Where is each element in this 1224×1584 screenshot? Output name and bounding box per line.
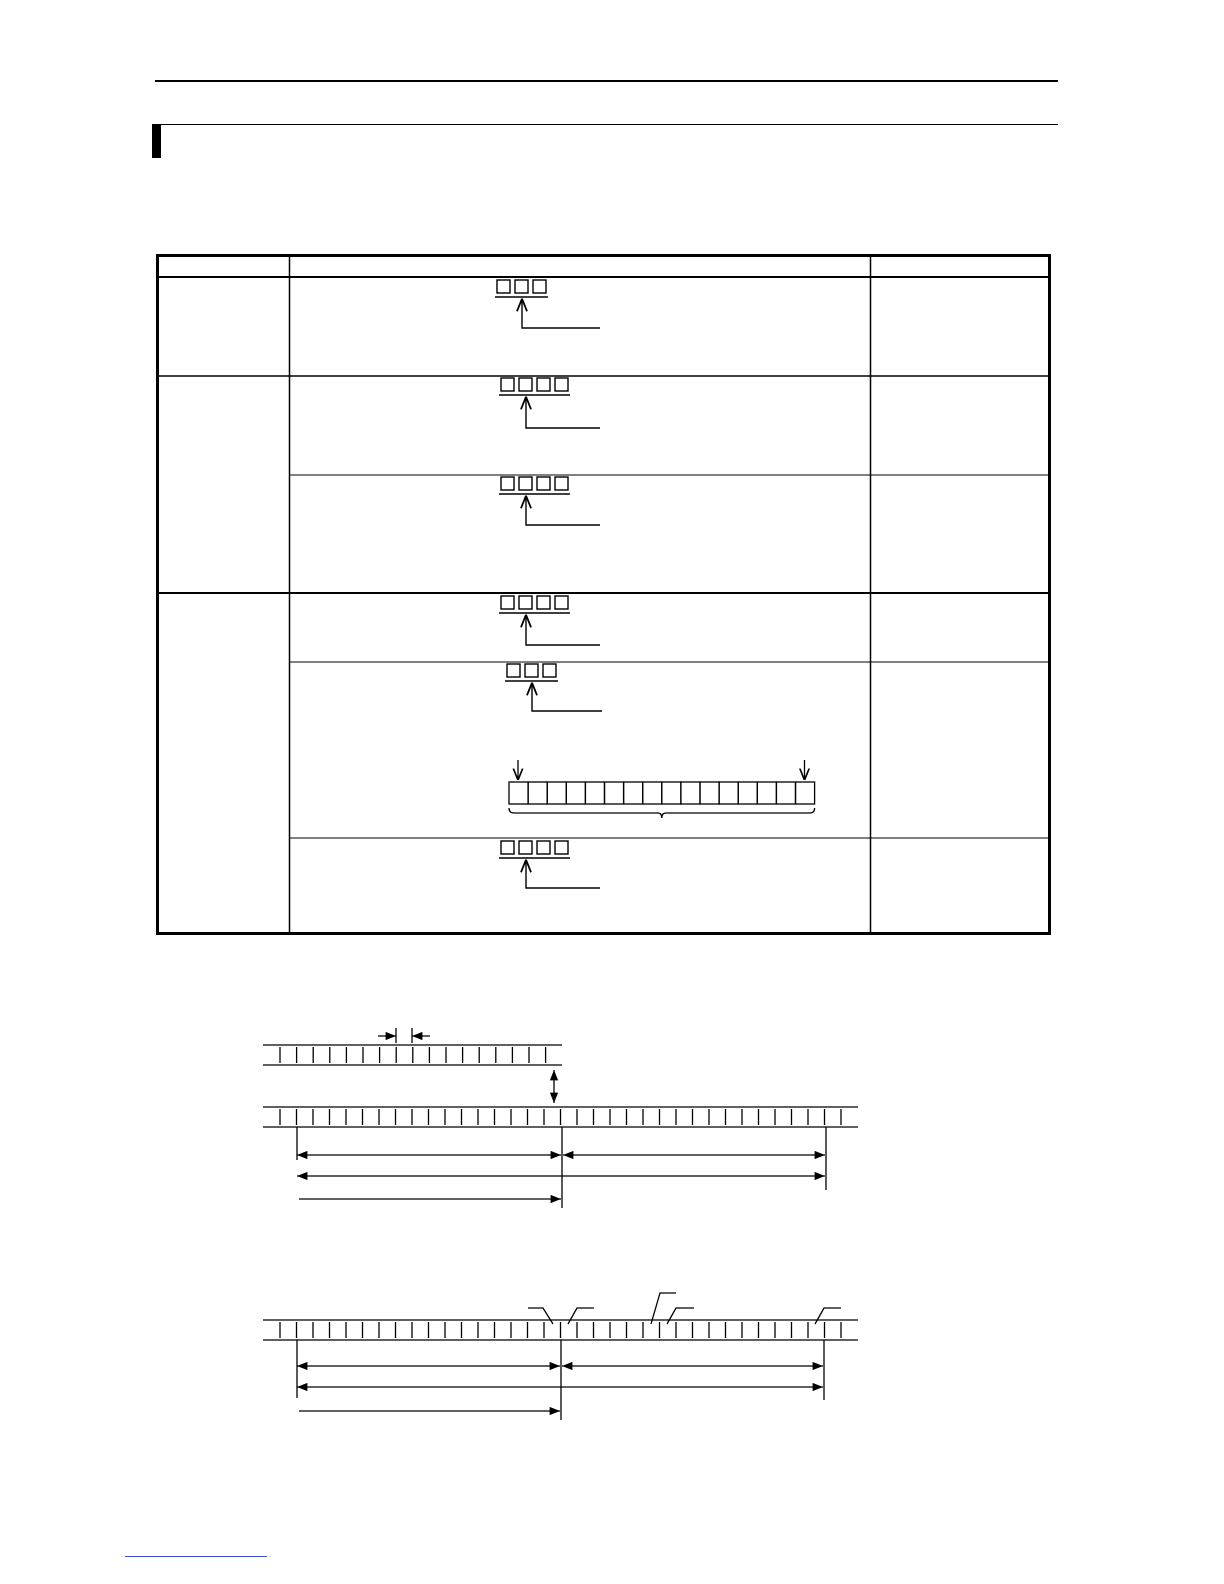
timing-track-single bbox=[263, 1320, 858, 1340]
box-glyph-group bbox=[495, 280, 600, 328]
register-brace bbox=[509, 808, 815, 818]
register-cell bbox=[528, 782, 547, 804]
register-cell bbox=[509, 782, 528, 804]
leader-arrow bbox=[532, 684, 602, 711]
digit-box bbox=[519, 841, 532, 854]
callout-leader bbox=[667, 1308, 694, 1324]
register-cell bbox=[643, 782, 662, 804]
parameter-table bbox=[157, 256, 1050, 934]
digit-box bbox=[537, 477, 550, 490]
leader-arrow bbox=[522, 300, 600, 328]
digit-box bbox=[515, 280, 528, 293]
box-glyph-group bbox=[499, 378, 600, 428]
leader-arrow bbox=[526, 861, 600, 888]
digit-box bbox=[519, 378, 532, 391]
leader-arrow bbox=[526, 497, 600, 525]
register-cell bbox=[566, 782, 585, 804]
register-cell bbox=[719, 782, 738, 804]
register-cell bbox=[738, 782, 757, 804]
register-cell bbox=[585, 782, 604, 804]
digit-box bbox=[543, 664, 556, 677]
digit-box bbox=[555, 378, 568, 391]
register-cell bbox=[605, 782, 624, 804]
digit-box bbox=[555, 841, 568, 854]
digit-box bbox=[537, 841, 550, 854]
register-cell bbox=[776, 782, 795, 804]
footer-link-underline[interactable] bbox=[125, 1556, 267, 1557]
digit-box bbox=[519, 477, 532, 490]
leader-arrow bbox=[526, 398, 600, 428]
box-glyph-group bbox=[499, 841, 600, 888]
digit-box bbox=[497, 280, 510, 293]
timing-track-bottom bbox=[263, 1107, 858, 1127]
register-cells bbox=[509, 760, 815, 818]
timing-diagram-1 bbox=[263, 1028, 858, 1208]
callout-leader bbox=[528, 1308, 553, 1324]
leader-arrow bbox=[526, 616, 600, 645]
table-frame bbox=[158, 256, 1050, 934]
timing-diagram-2 bbox=[263, 1293, 858, 1420]
register-cell bbox=[681, 782, 700, 804]
digit-box bbox=[501, 841, 514, 854]
digit-box bbox=[525, 664, 538, 677]
digit-box bbox=[501, 596, 514, 609]
digit-box bbox=[555, 596, 568, 609]
timing-track-top bbox=[263, 1045, 562, 1065]
register-cell bbox=[700, 782, 719, 804]
digit-box bbox=[507, 664, 520, 677]
digit-box bbox=[555, 477, 568, 490]
register-cell bbox=[624, 782, 643, 804]
digit-box bbox=[519, 596, 532, 609]
digit-box bbox=[537, 596, 550, 609]
digit-box bbox=[533, 280, 546, 293]
box-glyph-group bbox=[499, 477, 600, 525]
callout-leader bbox=[815, 1308, 841, 1324]
register-cell bbox=[547, 782, 566, 804]
digit-box bbox=[501, 477, 514, 490]
digit-box bbox=[537, 378, 550, 391]
callout-leader bbox=[568, 1308, 594, 1324]
digit-box bbox=[501, 378, 514, 391]
box-glyph-group bbox=[505, 664, 602, 711]
register-cell bbox=[796, 782, 815, 804]
register-cell bbox=[662, 782, 681, 804]
box-glyph-group bbox=[499, 596, 600, 645]
register-cell bbox=[757, 782, 776, 804]
